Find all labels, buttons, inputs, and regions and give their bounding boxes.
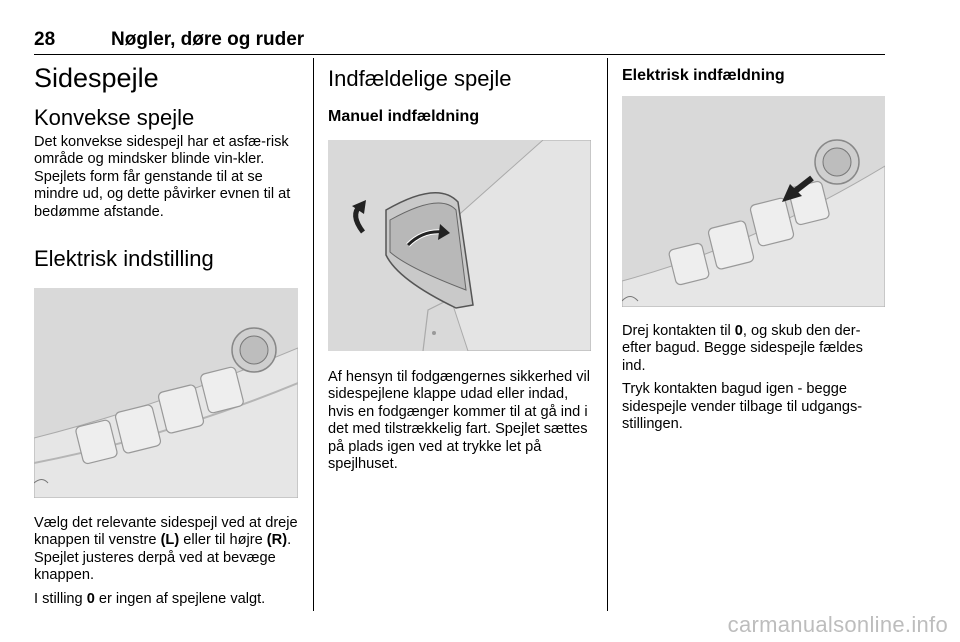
watermark: carmanualsonline.info [727, 612, 948, 637]
electric-heading: Elektrisk indstilling [34, 246, 214, 272]
return-paragraph: Tryk kontakten bagud igen - begge sidespejle vender tilbage til udgangs-stillingen. [622, 381, 863, 433]
zero-symbol: 0 [734, 323, 743, 339]
page-number: 28 [34, 29, 56, 50]
column-right [622, 60, 887, 433]
column-left [34, 60, 300, 608]
door-switch-illustration [34, 288, 298, 498]
mirror-fold-illustration [328, 140, 591, 351]
adjust-paragraph: Vælg det relevante sidespejl ved at dreje knappen til venstre (L) eller til højre (R). Spejlet justeres derpå ved at bevæge knappen. [34, 515, 298, 584]
folding-heading: Indfældelige spejle [328, 66, 512, 91]
manual-folding-subheading: Manuel indfældning [328, 108, 480, 125]
mirror-switch-figure [34, 288, 298, 498]
convex-paragraph: Det konvekse sidespejl har et asfæ-risk område og mindsker blinde vin-kler. Spejlets form får genstande til at se mindre ud, og dette påvirker evnen til at bedømme afstande. [34, 134, 291, 220]
position-paragraph: I stilling 0 er ingen af spejlene valgt. [34, 590, 266, 607]
section-title: Sidespejle [34, 63, 159, 93]
column-divider [607, 58, 608, 611]
electric-fold-figure [622, 96, 885, 307]
manual-fold-figure [328, 140, 591, 351]
convex-heading: Konvekse spejle [34, 105, 195, 130]
page-header [34, 28, 885, 55]
fold-switch-illustration [622, 96, 885, 307]
zero-symbol: 0 [86, 590, 95, 607]
column-middle [328, 60, 591, 473]
folding-paragraph: Af hensyn til fodgængernes sikkerhed vil sidespejlene klappe udad eller indad, hvis en fodgænger kommer til at gå ind i det med tilstrækkelig fart. Spejlet sættes på plads igen ved at trykke let på spejlhuset. [328, 369, 591, 473]
fold-paragraph: Drej kontakten til 0, og skub den der-efter bagud. Begge sidespejle fældes ind. [622, 323, 863, 374]
left-symbol: (L) [160, 532, 180, 549]
right-symbol: (R) [266, 532, 288, 549]
column-divider [313, 58, 314, 611]
electric-folding-heading: Elektrisk indfældning [622, 67, 785, 84]
chapter-title: Nøgler, døre og ruder [111, 29, 305, 50]
